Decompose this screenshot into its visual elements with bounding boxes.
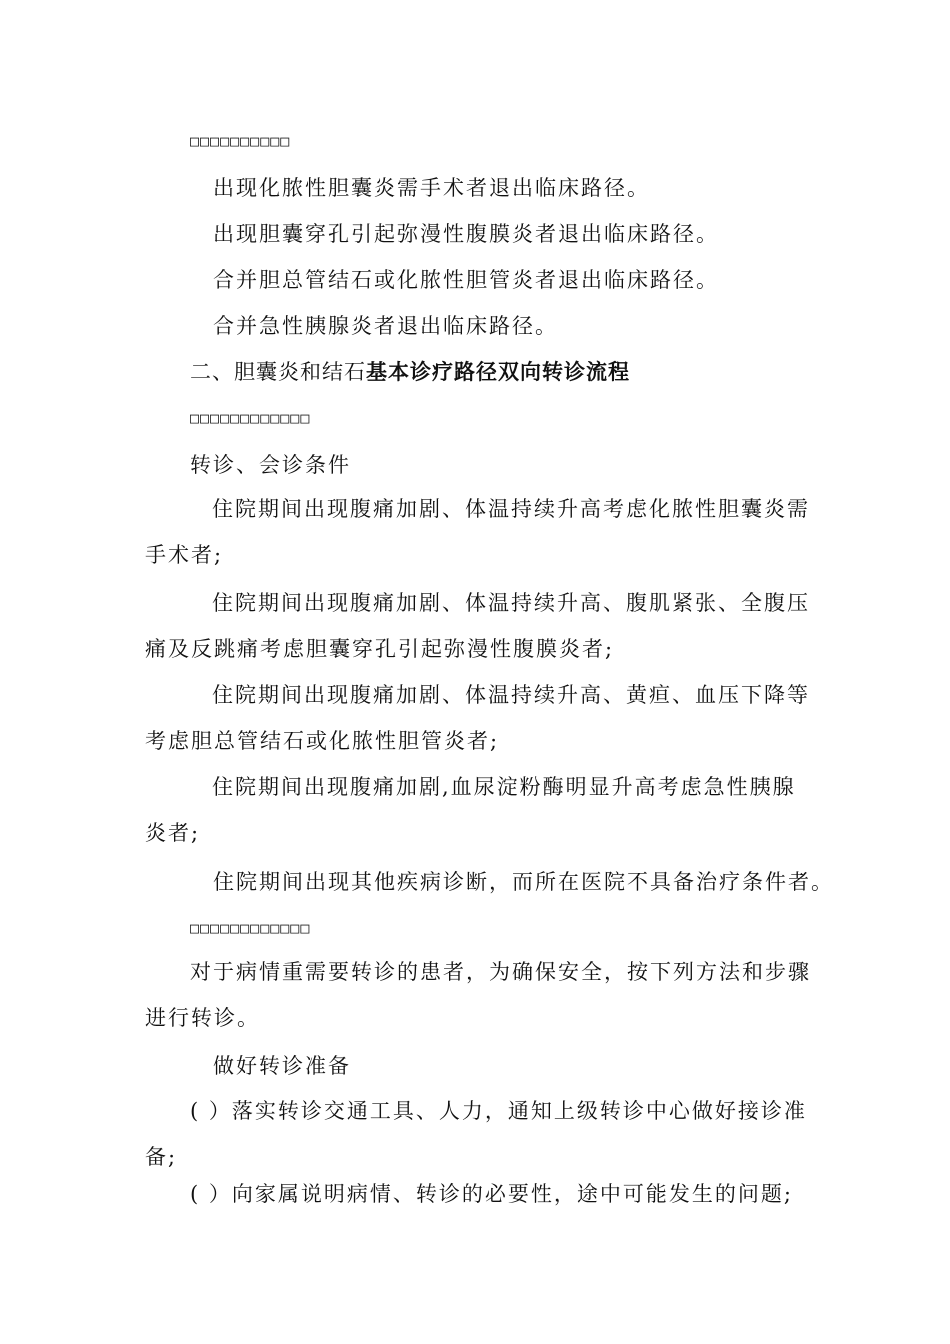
section-title <box>190 358 630 386</box>
garbled-heading-3: □□□□□□□□□□□□ <box>190 919 311 937</box>
prep-item-1: ( ）落实转诊交通工具、人力，通知上级转诊中心做好接诊准备; <box>145 1099 807 1169</box>
garbled-heading-2: □□□□□□□□□□□□ <box>190 409 311 427</box>
exit-criterion-2: 出现胆囊穿孔引起弥漫性腹膜炎者退出临床路径。 <box>213 222 719 246</box>
garbled-heading-1: □□□□□□□□□□ <box>190 132 291 150</box>
condition-3: 住院期间出现腹痛加剧、体温持续升高、黄疸、血压下降等考虑胆总管结石或化脓性胆管炎者; <box>145 683 810 753</box>
condition-5: 住院期间出现其他疾病诊断，而所在医院不具备治疗条件者。 <box>213 870 834 894</box>
section-title-prefix: 二、胆囊炎和结石 <box>190 360 366 384</box>
section-title-suffix: 基本诊疗路径双向转诊流程 <box>366 359 630 384</box>
conditions-title: 转诊、会诊条件 <box>190 453 351 477</box>
prep-title: 做好转诊准备 <box>213 1054 351 1078</box>
exit-criterion-3: 合并胆总管结石或化脓性胆管炎者退出临床路径。 <box>213 268 719 292</box>
exit-criterion-4: 合并急性胰腺炎者退出临床路径。 <box>213 314 558 338</box>
procedure-intro: 对于病情重需要转诊的患者，为确保安全，按下列方法和步骤进行转诊。 <box>145 960 811 1030</box>
exit-criterion-1: 出现化脓性胆囊炎需手术者退出临床路径。 <box>213 176 650 200</box>
condition-4: 住院期间出现腹痛加剧,血尿淀粉酶明显升高考虑急性胰腺炎者; <box>145 775 796 845</box>
prep-item-2: ( ）向家属说明病情、转诊的必要性，途中可能发生的问题; <box>190 1182 793 1206</box>
condition-2: 住院期间出现腹痛加剧、体温持续升高、腹肌紧张、全腹压痛及反跳痛考虑胆囊穿孔引起弥漫性腹膜炎者; <box>145 591 810 661</box>
condition-1: 住院期间出现腹痛加剧、体温持续升高考虑化脓性胆囊炎需手术者; <box>145 497 810 567</box>
